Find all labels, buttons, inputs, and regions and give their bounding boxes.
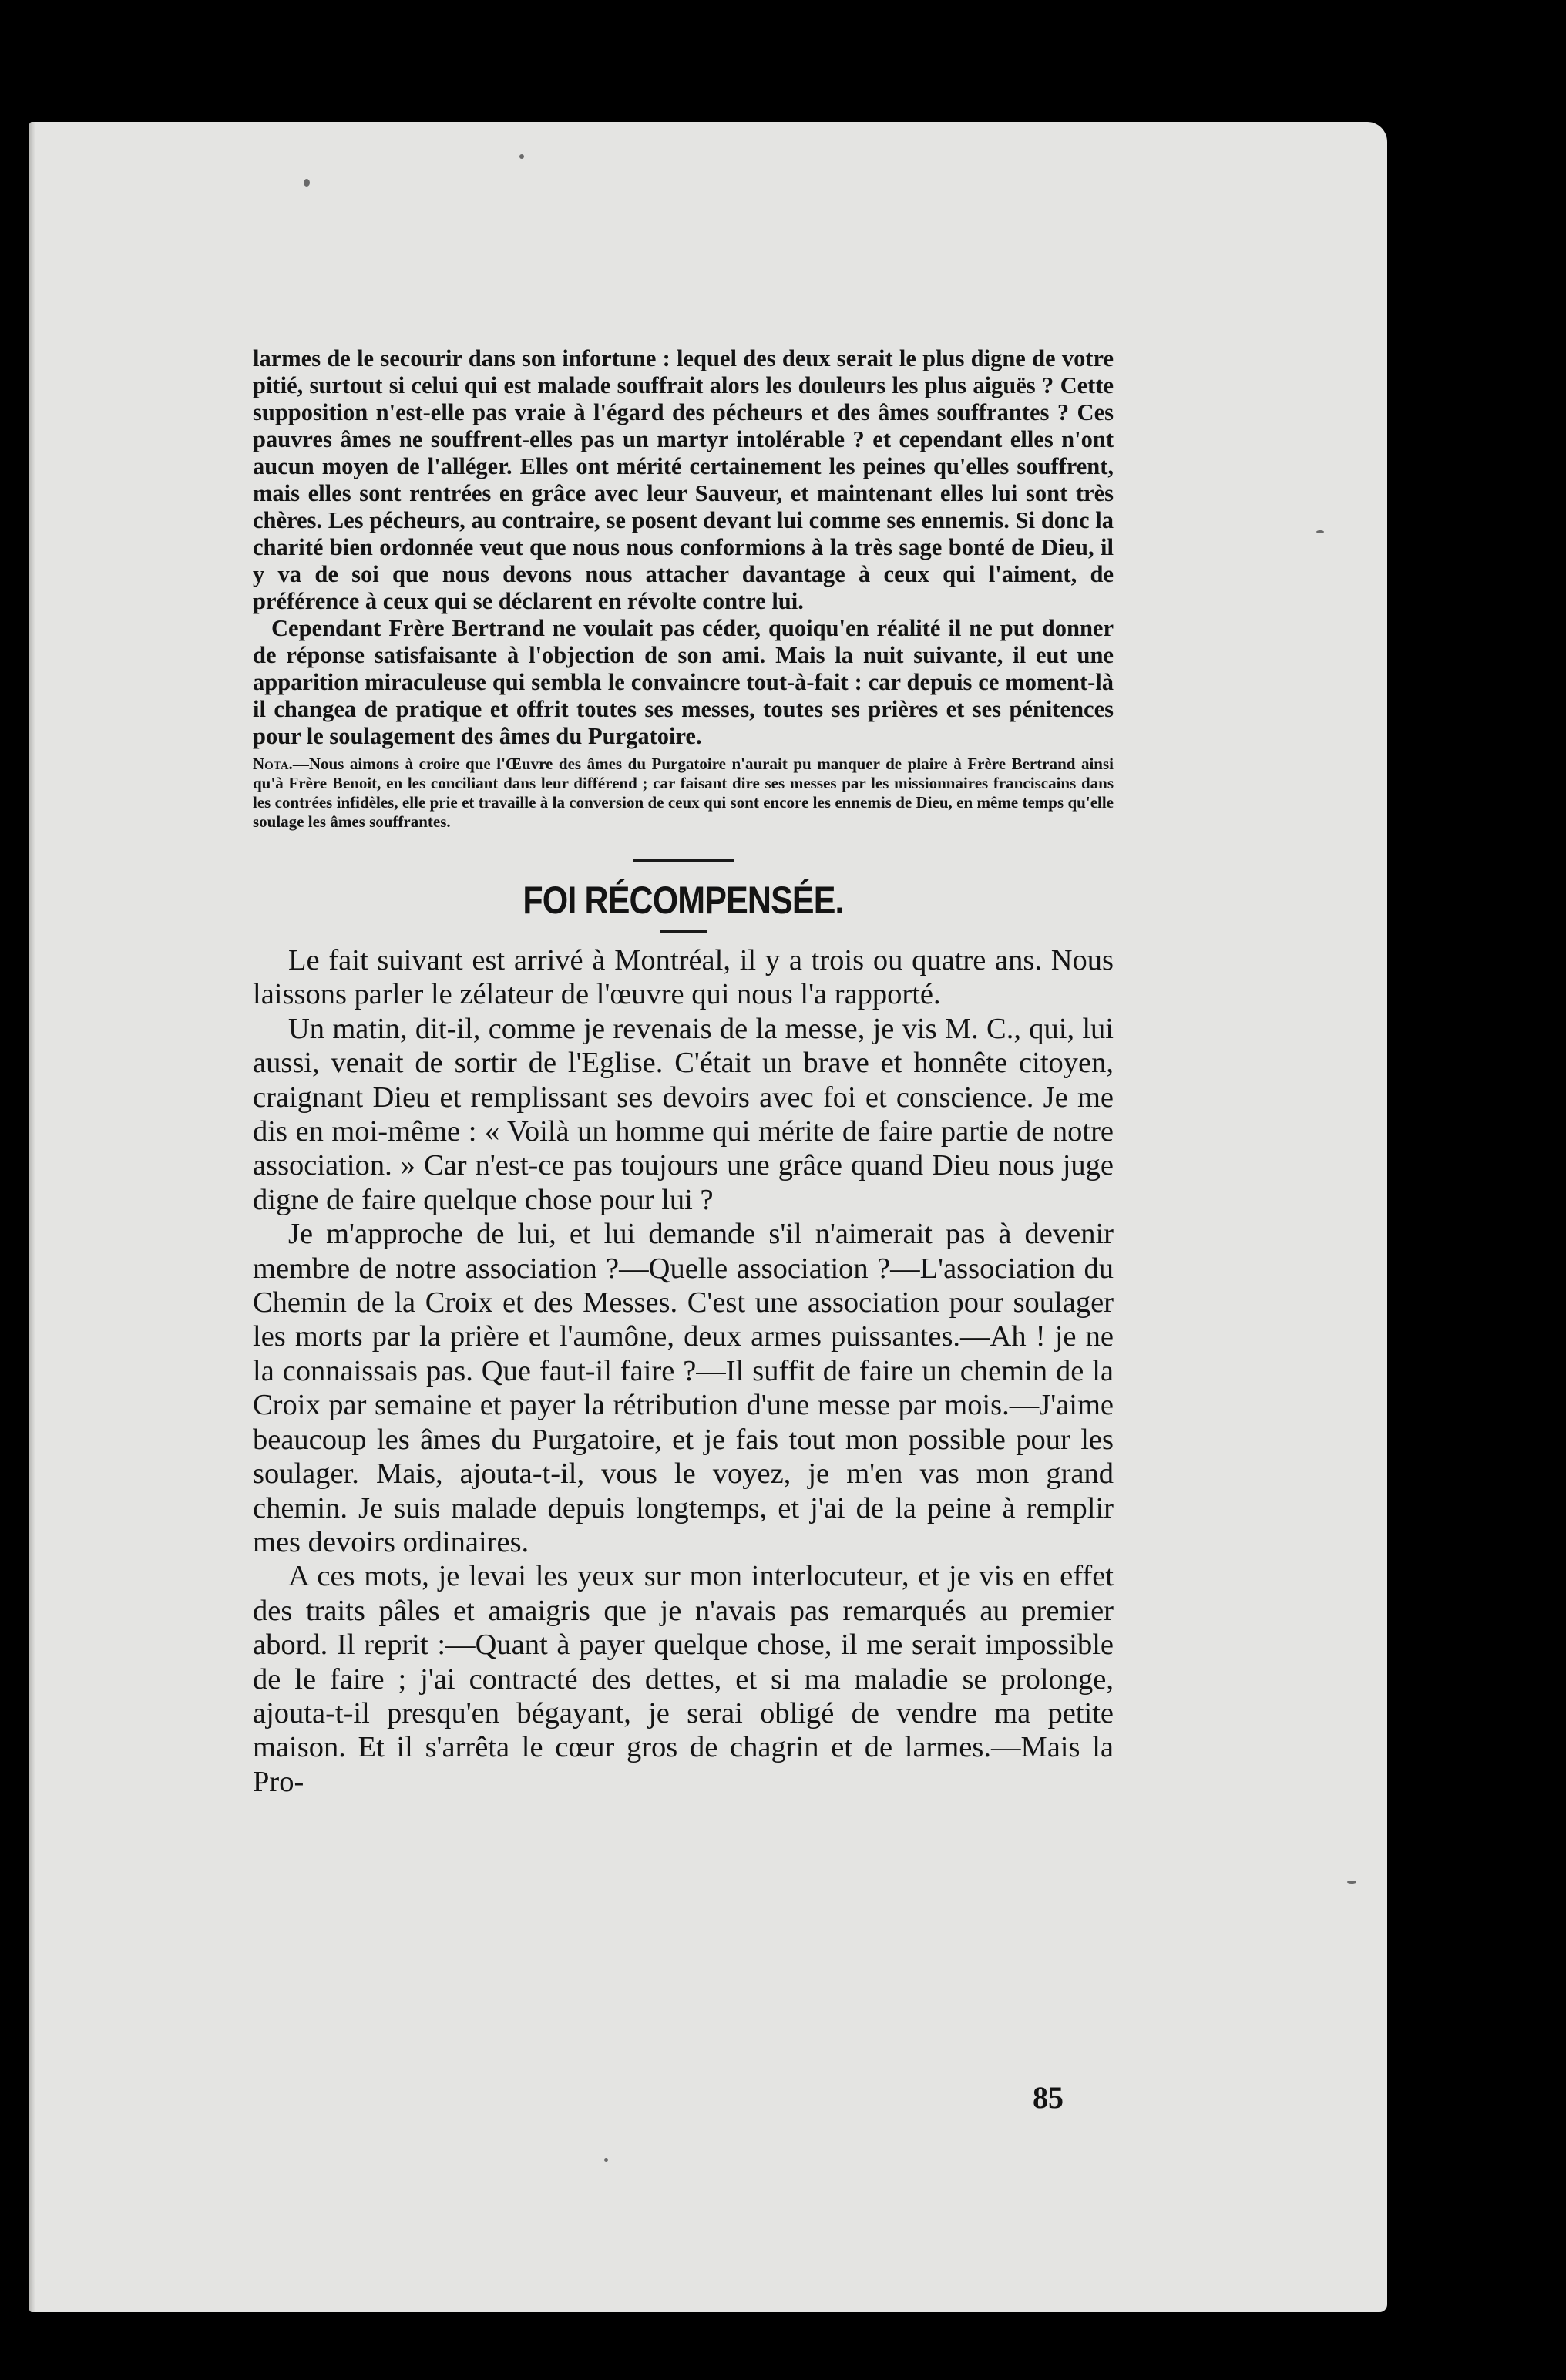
- paper-speck: [604, 2158, 608, 2162]
- paragraph-morning: Un matin, dit-il, comme je revenais de la messe, je vis M. C., qui, lui aussi, venait de sortir de l'Eglise. C'était un brave et honnête citoyen, craignant Dieu et remplissant ses devoirs avec foi et conscience. Je me dis en moi-même : « Voilà un homme qui mérite de faire partie de notre association. » Car n'est-ce pas toujours une grâce quand Dieu nous juge digne de faire quelque chose pour lui ?: [253, 1012, 1114, 1216]
- book-page: [29, 122, 1387, 2312]
- paper-speck: [1347, 1881, 1356, 1884]
- page-left-edge: [29, 122, 35, 2312]
- paragraph-reply: A ces mots, je levai les yeux sur mon interlocuteur, et je vis en effet des traits pâles et amaigris que je n'avais pas remarqués au premier abord. Il reprit :—Quant à payer quelque chose, il me serait impossible de le faire ; j'ai contracté des dettes, et si ma maladie se prolonge, ajouta-t-il presqu'en bégayant, je serai obligé de vendre ma petite maison. Et il s'arrêta le cœur gros de chagrin et de larmes.—Mais la Pro-: [253, 1560, 1114, 1798]
- paragraph-continued: larmes de le secourir dans son infortune : lequel des deux serait le plus digne de votre pitié, surtout si celui qui est malade souffrait alors les douleurs les plus aiguës ? Cette supposition n'est-elle pas vraie à l'égard des pécheurs et des âmes souffrantes ? Ces pauvres âmes ne souffrent-elles pas un martyr intolérable ? et cependant elles n'ont aucun moyen de l'alléger. Elles ont mérité certainement les peines qu'elles souffrent, mais elles sont rentrées en grâce avec leur Sauveur, et maintenant elles lui sont très chères. Les pécheurs, au contraire, se posent devant lui comme ses ennemis. Si donc la charité bien ordonnée veut que nous nous conformions à la très sage bonté de Dieu, il y va de soi que nous devons nous attacher davantage à ceux qui l'aiment, de préférence à ceux qui se déclarent en révolte contre lui.: [253, 345, 1114, 614]
- nota-label: Nota.: [253, 755, 293, 773]
- heading-underline: [660, 930, 707, 933]
- paper-speck: [1316, 530, 1324, 533]
- footnote-nota: [253, 755, 1114, 832]
- section-divider: [633, 859, 734, 862]
- paper-speck: [304, 179, 310, 187]
- text-block: [253, 345, 1114, 1799]
- paragraph-dialogue: Je m'approche de lui, et lui demande s'il n'aimerait pas à devenir membre de notre association ?—Quelle association ?—L'association du Chemin de la Croix et des Messes. C'est une association pour soulager les morts par la prière et l'aumône, deux armes puissantes.—Ah ! je ne la connaissais pas. Que faut-il faire ?—Il suffit de faire un chemin de la Croix par semaine et payer la rétribution d'une messe par mois.—J'aime beaucoup les âmes du Purgatoire, et je fais tout mon possible pour les soulager. Mais, ajouta-t-il, vous le voyez, je m'en vas mon grand chemin. Je suis malade depuis longtemps, et j'ai de la peine à remplir mes devoirs ordinaires.: [253, 1218, 1114, 1558]
- page-number: 85: [1033, 2080, 1064, 2115]
- paper-speck: [519, 154, 524, 159]
- paragraph-intro: Le fait suivant est arrivé à Montréal, il y a trois ou quatre ans. Nous laissons parler le zélateur de l'œuvre qui nous l'a rapporté.: [253, 944, 1114, 1011]
- section-heading: FOI RÉCOMPENSÉE.: [523, 879, 844, 922]
- paragraph-bertrand: Cependant Frère Bertrand ne voulait pas céder, quoiqu'en réalité il ne put donner de réponse satisfaisante à l'objection de son ami. Mais la nuit suivante, il eut une apparition miraculeuse qui sembla le convaincre tout-à-fait : car depuis ce moment-là il changea de pratique et offrit toutes ses messes, toutes ses prières et ses pénitences pour le soulagement des âmes du Purgatoire.: [253, 615, 1114, 749]
- nota-text: —Nous aimons à croire que l'Œuvre des âmes du Purgatoire n'aurait pu manquer de plaire à Frère Bertrand ainsi qu'à Frère Benoit, en les conciliant dans leur différend ; car faisant dire ses messes par les missionnaires franciscains dans les contrées infidèles, elle prie et travaille à la conversion de ceux qui sont encore les ennemis de Dieu, en même temps qu'elle soulage les âmes souffrantes.: [253, 755, 1114, 831]
